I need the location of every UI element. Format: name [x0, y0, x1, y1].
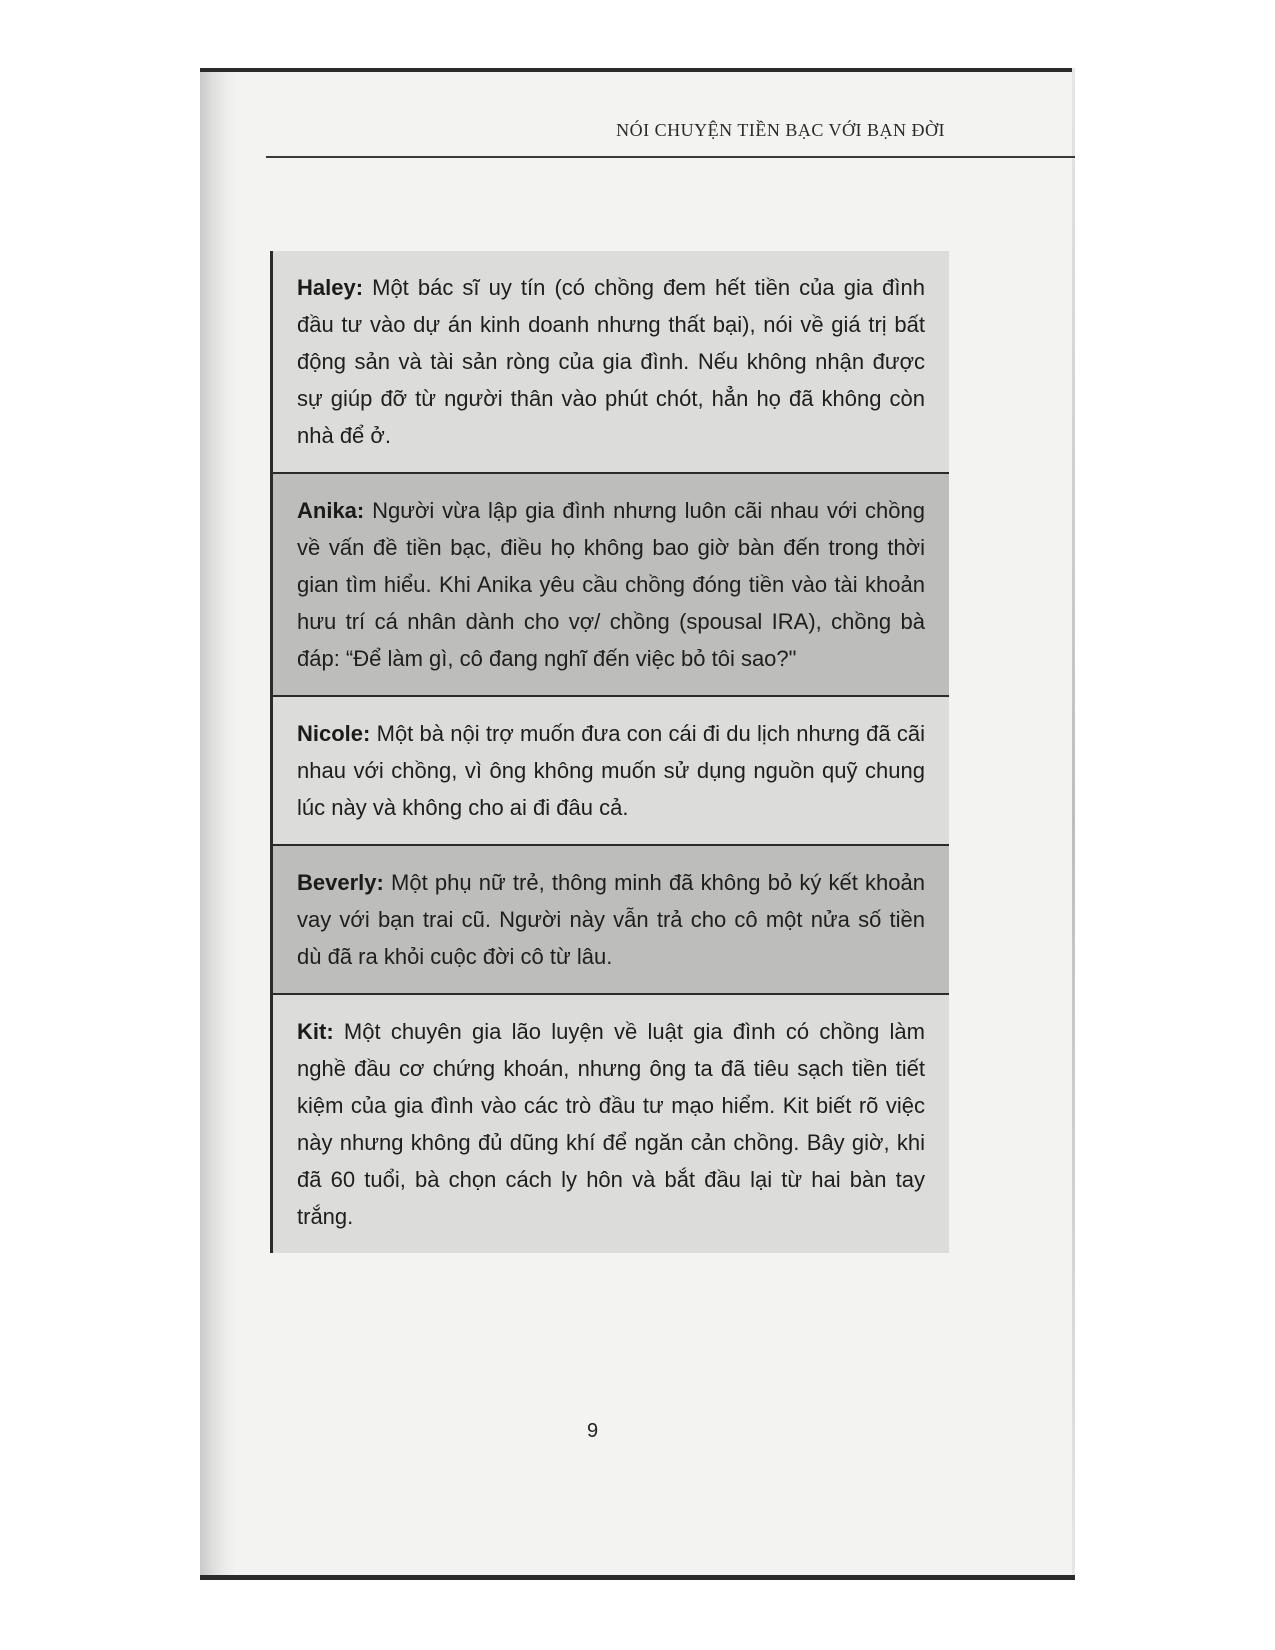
profile-name: Anika: [297, 498, 365, 523]
page-right-edge [1072, 68, 1075, 1580]
profile-text: Một phụ nữ trẻ, thông minh đã không bỏ ký kết khoản vay với bạn trai cũ. Người này vẫn trả cho cô một nửa số tiền dù đã ra khỏi cuộc đời cô từ lâu. [297, 870, 925, 969]
profile-haley [273, 251, 949, 472]
profiles-box [270, 251, 949, 1253]
book-page [200, 68, 1075, 1580]
page-bottom-edge [200, 1575, 1075, 1580]
profile-text: Người vừa lập gia đình nhưng luôn cãi nhau với chồng về vấn đề tiền bạc, điều họ không bao giờ bàn đến trong thời gian tìm hiểu. Khi Anika yêu cầu chồng đóng tiền vào tài khoản hưu trí cá nhân dành cho vợ/ chồng (spousal IRA), chồng bà đáp: “Để làm gì, cô đang nghĩ đến việc bỏ tôi sao?" [297, 498, 925, 671]
profile-name: Haley: [297, 275, 364, 300]
header-rule [266, 156, 1075, 158]
profile-name: Kit: [297, 1019, 334, 1044]
profile-beverly [273, 844, 949, 993]
page-number: 9 [586, 1420, 599, 1442]
page-top-edge [200, 68, 1075, 72]
profile-name: Beverly: [297, 870, 384, 895]
page-gutter-shadow [200, 68, 236, 1580]
profile-text: Một bác sĩ uy tín (có chồng đem hết tiền của gia đình đầu tư vào dự án kinh doanh nhưng thất bại), nói về giá trị bất động sản và tài sản ròng của gia đình. Nếu không nhận được sự giúp đỡ từ người thân vào phút chót, hẳn họ đã không còn nhà để ở. [297, 275, 925, 448]
profile-text: Một chuyên gia lão luyện về luật gia đình có chồng làm nghề đầu cơ chứng khoán, nhưng ông ta đã tiêu sạch tiền tiết kiệm của gia đình vào các trò đầu tư mạo hiểm. Kit biết rõ việc này nhưng không đủ dũng khí để ngăn cản chồng. Bây giờ, khi đã 60 tuổi, bà chọn cách ly hôn và bắt đầu lại từ hai bàn tay trắng. [297, 1019, 925, 1229]
profile-text: Một bà nội trợ muốn đưa con cái đi du lịch nhưng đã cãi nhau với chồng, vì ông không muốn sử dụng nguồn quỹ chung lúc này và không cho ai đi đâu cả. [297, 721, 925, 820]
running-header: NÓI CHUYỆN TIỀN BẠC VỚI BẠN ĐỜI [616, 120, 945, 140]
profile-name: Nicole: [297, 721, 371, 746]
profile-nicole [273, 695, 949, 844]
profile-kit [273, 993, 949, 1253]
profile-anika [273, 472, 949, 695]
